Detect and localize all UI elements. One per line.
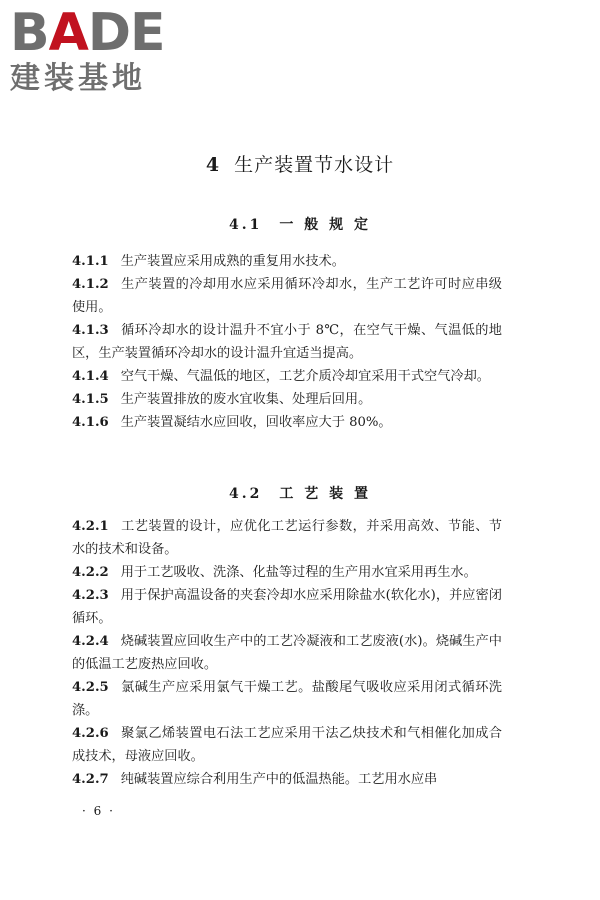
section-title: 4.2 工 艺 装 置 <box>229 486 371 502</box>
logo-subtitle: 建装基地 <box>10 61 146 96</box>
clause: 4.2.2 用于工艺吸收、洗涤、化盐等过程的生产用水宜采用再生水。 <box>72 565 477 580</box>
page-number: · 6 · <box>82 804 115 818</box>
clause: 4.1.6 生产装置凝结水应回收，回收率应大于 80%。 <box>72 415 392 430</box>
chapter-title <box>0 150 600 177</box>
chapter-number: 4 <box>205 154 221 176</box>
clause: 4.1.3 循环冷却水的设计温升不宜小于 8℃，在空气干燥、气温低的地区，生产装置循环冷却水的设计温升宜适当提高。 <box>72 323 502 361</box>
clause: 4.1.2 生产装置的冷却用水应采用循环冷却水，生产工艺许可时应串级使用。 <box>72 277 502 315</box>
section-title: 4.1 一 般 规 定 <box>229 217 371 233</box>
section-4-2-clauses <box>72 515 502 791</box>
clause: 4.2.4 烧碱装置应回收生产中的工艺冷凝液和工艺废液(水)。烧碱生产中的低温工艺废热应回收。 <box>72 634 502 672</box>
clause: 4.2.3 用于保护高温设备的夹套冷却水应采用除盐水(软化水)，并应密闭循环。 <box>72 588 502 626</box>
clause: 4.2.7 纯碱装置应综合利用生产中的低温热能。工艺用水应串 <box>72 772 438 787</box>
bade-logo <box>10 3 180 96</box>
section-4-1-clauses <box>72 250 502 434</box>
clause: 4.2.6 聚氯乙烯装置电石法工艺应采用干法乙炔技术和气相催化加成合成技术，母液应回收。 <box>72 726 502 764</box>
clause: 4.1.4 空气干燥、气温低的地区，工艺介质冷却宜采用干式空气冷却。 <box>72 369 490 384</box>
logo-wordmark: BADE <box>10 3 165 63</box>
clause: 4.1.1 生产装置应采用成熟的重复用水技术。 <box>72 254 345 269</box>
clause: 4.2.1 工艺装置的设计，应优化工艺运行参数，并采用高效、节能、节水的技术和设备。 <box>72 519 502 557</box>
clause: 4.2.5 氯碱生产应采用氯气干燥工艺。盐酸尾气吸收应采用闭式循环洗涤。 <box>72 680 502 718</box>
clause: 4.1.5 生产装置排放的废水宜收集、处理后回用。 <box>72 392 372 407</box>
chapter-title-text: 生产装置节水设计 <box>234 154 395 176</box>
